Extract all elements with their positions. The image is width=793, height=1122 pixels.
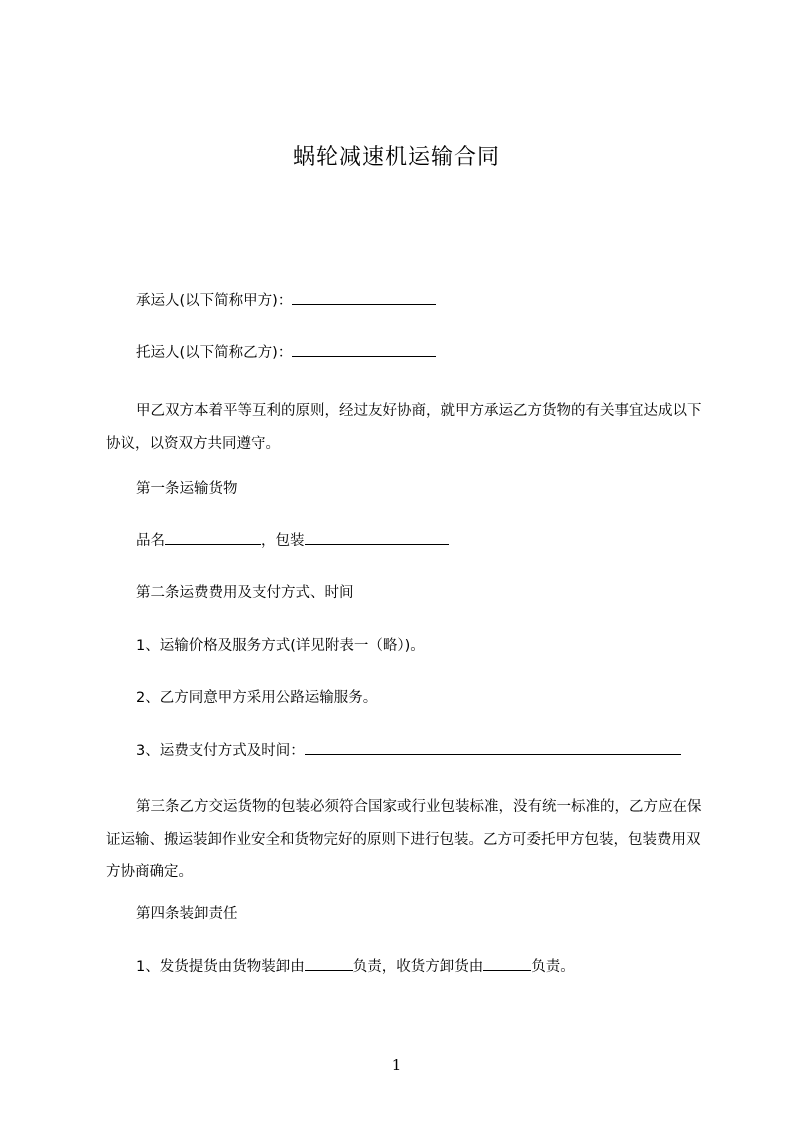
goods-name-label: 品名 [136,533,165,549]
item-4-1-part2: 负责，收货方卸货由 [352,959,484,975]
shipper-label: 托运人(以下简称乙方)： [136,345,293,361]
item-2-1: 1、运输价格及服务方式(详见附表一（略）)。 [136,638,425,654]
packaging-blank[interactable] [305,542,449,545]
item-4-1-line [136,957,575,977]
packaging-label: ，包装 [261,533,305,549]
item-4-1-part1: 1、发货提货由货物装卸由 [136,959,305,975]
article1-heading: 第一条运输货物 [136,481,238,497]
carrier-line [136,291,436,311]
item-2-3-label: 3、运费支付方式及时间： [136,743,305,759]
loading-party-blank[interactable] [305,968,353,971]
carrier-label: 承运人(以下简称甲方)： [136,293,293,309]
goods-line [136,531,449,551]
article2-heading: 第二条运费费用及支付方式、时间 [136,585,354,601]
payment-method-blank[interactable] [305,752,681,755]
carrier-blank[interactable] [292,302,436,305]
shipper-blank[interactable] [292,354,436,357]
item-2-3-line [136,741,681,761]
document-title: 蜗轮减速机运输合同 [292,145,500,170]
unloading-party-blank[interactable] [483,968,531,971]
shipper-line [136,343,436,363]
goods-name-blank[interactable] [165,542,261,545]
page-number: 1 [391,1056,402,1074]
item-2-2: 2、乙方同意甲方采用公路运输服务。 [136,690,378,706]
item-4-1-part3: 负责。 [531,959,575,975]
intro-paragraph: 甲乙双方本着平等互利的原则，经过友好协商，就甲方承运乙方货物的有关事宜达成以下协议，以资双方共同遵守。 [106,403,702,452]
article4-heading: 第四条装卸责任 [136,906,238,922]
article3-paragraph: 第三条乙方交运货物的包装必须符合国家或行业包装标准，没有统一标准的，乙方应在保证运输、搬运装卸作业安全和货物完好的原则下进行包装。乙方可委托甲方包装，包装费用双方协商确定。 [106,799,702,880]
